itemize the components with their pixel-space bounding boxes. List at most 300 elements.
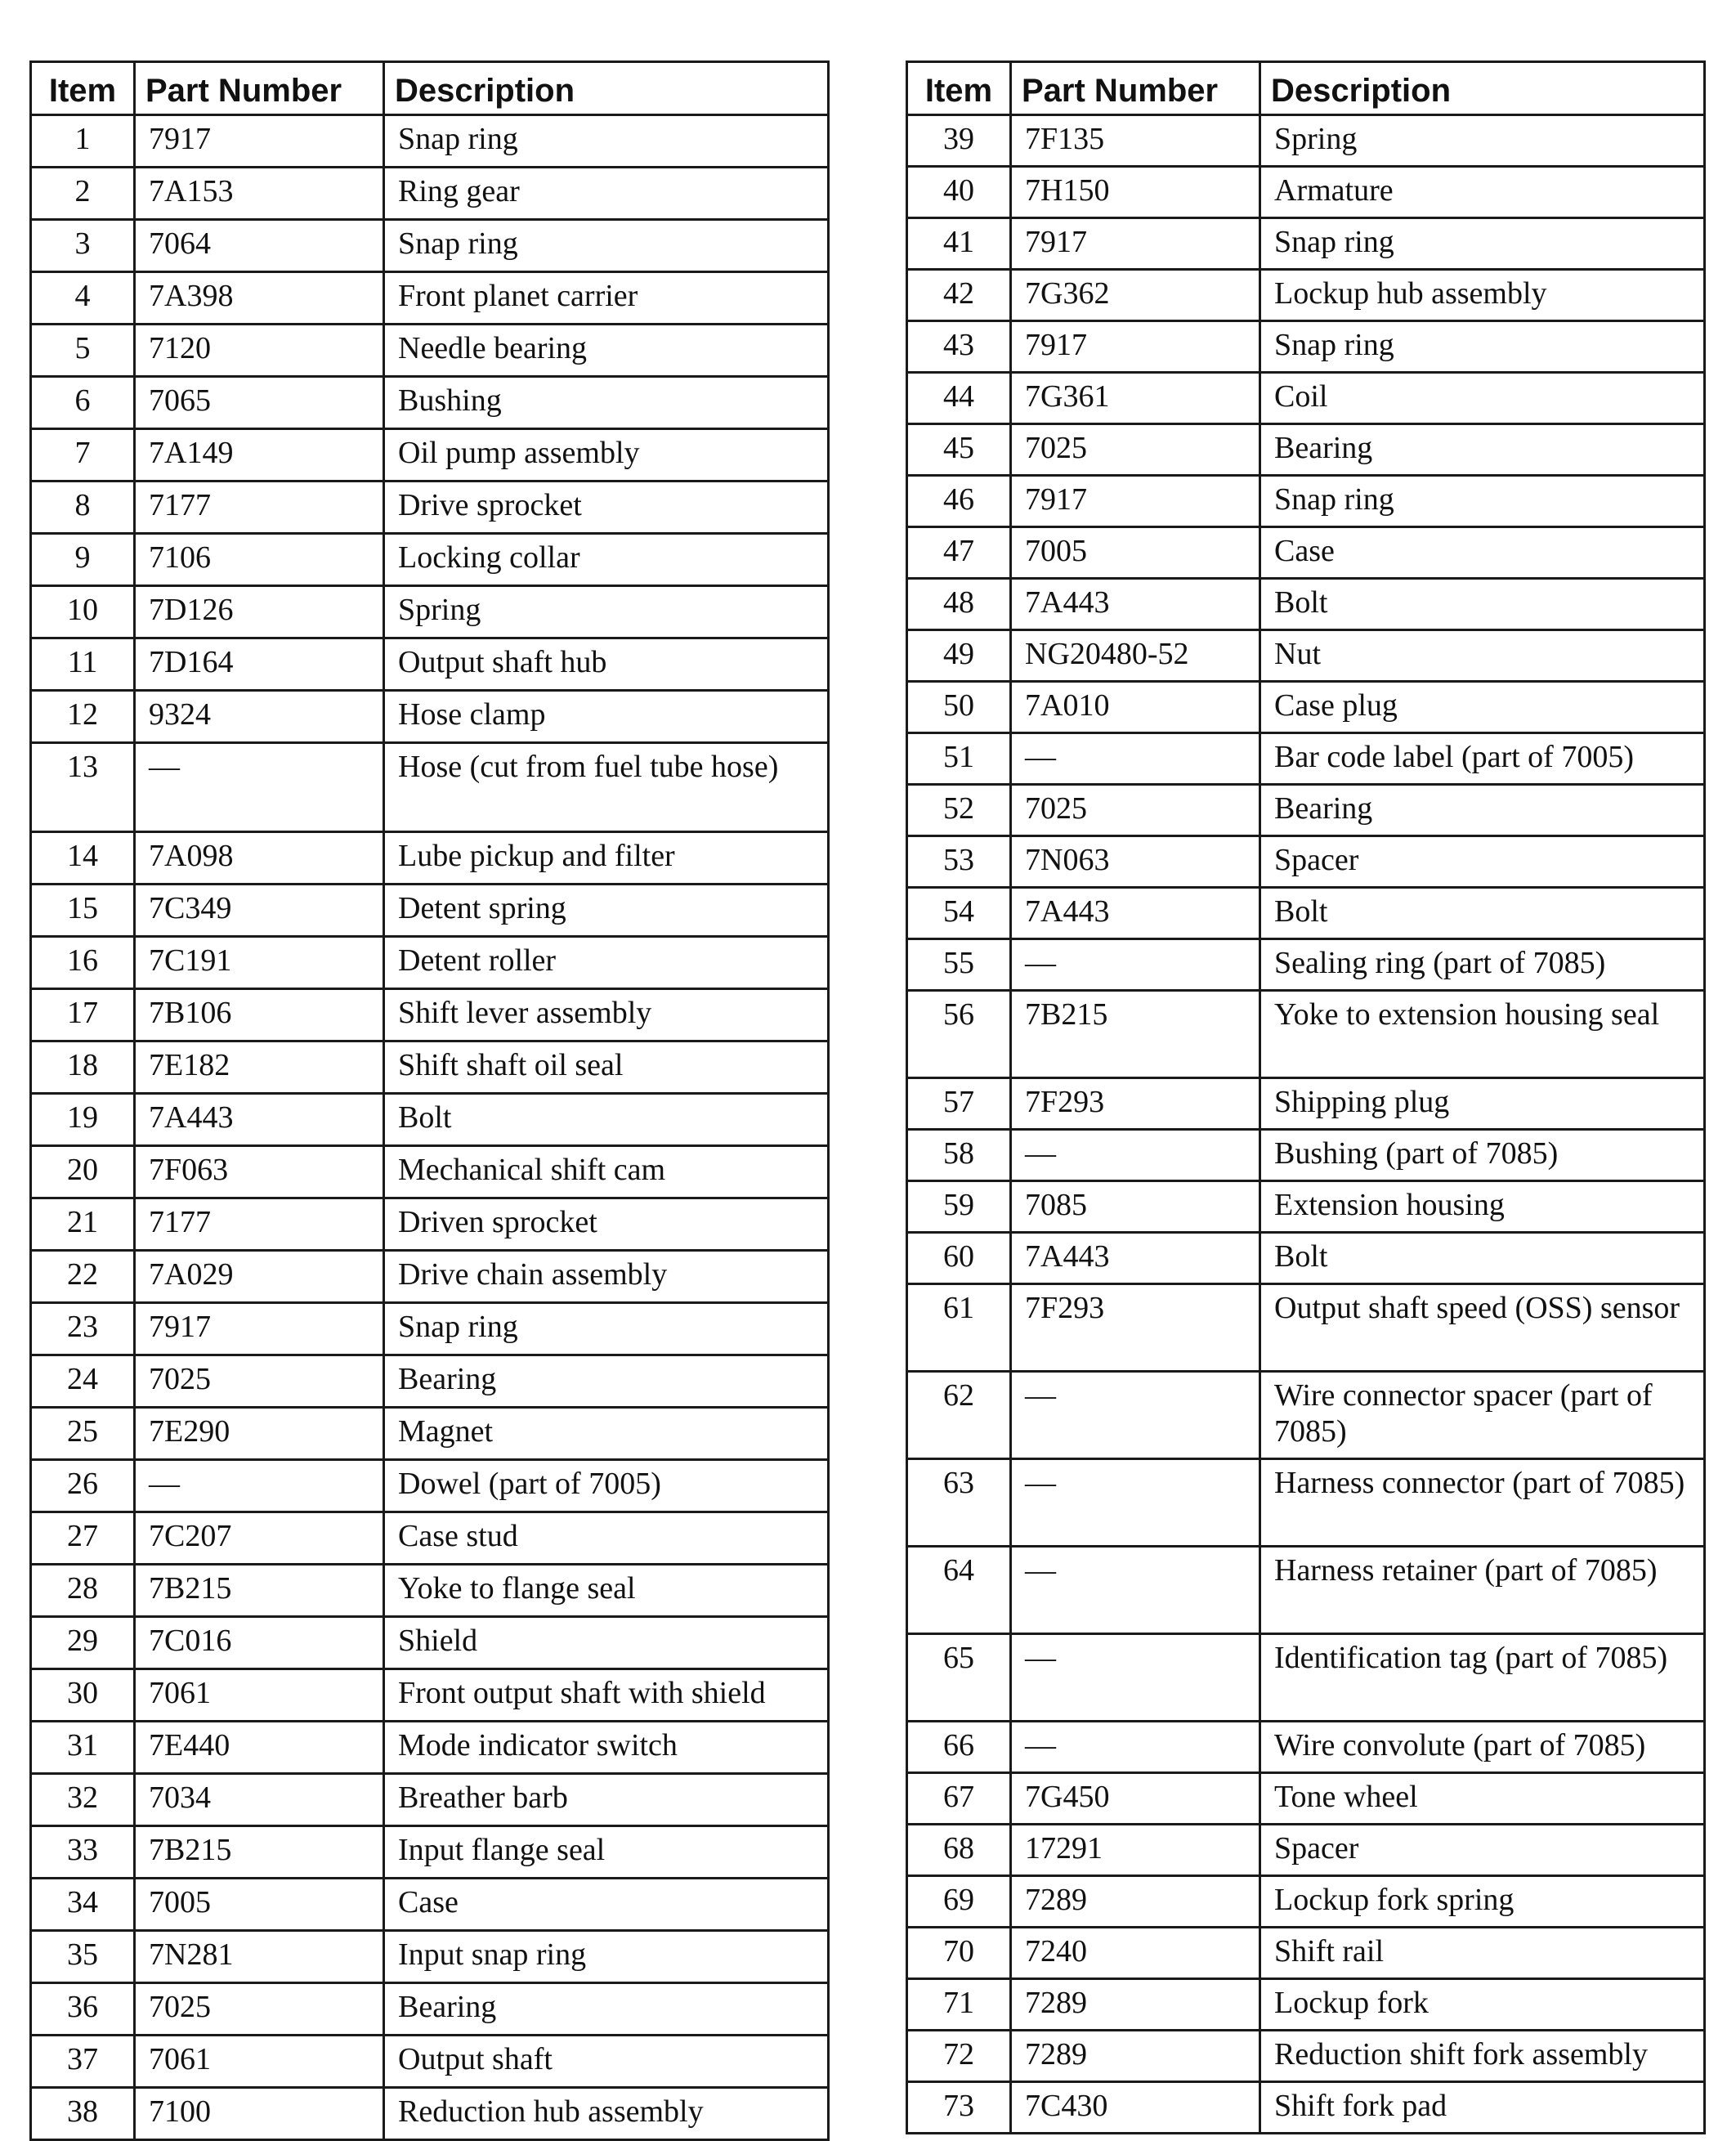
table-row — [31, 534, 829, 586]
part-number-cell: 7A443 — [1011, 1233, 1260, 1284]
part-number-cell: 7D164 — [135, 638, 384, 691]
item-cell: 54 — [907, 888, 1011, 939]
item-cell: 56 — [907, 991, 1011, 1078]
item-cell: 50 — [907, 682, 1011, 733]
description-cell: Lockup hub assembly — [1260, 270, 1705, 321]
description-cell: Input flange seal — [384, 1826, 829, 1879]
item-cell: 22 — [31, 1251, 135, 1303]
table-row — [31, 1826, 829, 1879]
table-row — [907, 1825, 1705, 1876]
item-cell: 70 — [907, 1928, 1011, 1979]
table-row — [31, 1931, 829, 1983]
item-cell: 6 — [31, 377, 135, 429]
description-cell: Needle bearing — [384, 325, 829, 377]
part-number-cell: 7917 — [1011, 218, 1260, 270]
description-cell: Drive sprocket — [384, 482, 829, 534]
col-header-description: Description — [384, 62, 829, 115]
table-header-row — [907, 62, 1705, 115]
item-cell: 29 — [31, 1617, 135, 1669]
table-row — [907, 321, 1705, 373]
item-cell: 14 — [31, 832, 135, 885]
part-number-cell: 7E440 — [135, 1722, 384, 1774]
item-cell: 66 — [907, 1722, 1011, 1773]
description-cell: Bearing — [1260, 785, 1705, 836]
part-number-cell: — — [135, 1460, 384, 1512]
item-cell: 68 — [907, 1825, 1011, 1876]
description-cell: Snap ring — [1260, 476, 1705, 527]
table-row — [31, 1565, 829, 1617]
item-cell: 72 — [907, 2031, 1011, 2082]
part-number-cell: 7F063 — [135, 1146, 384, 1198]
description-cell: Extension housing — [1260, 1181, 1705, 1233]
item-cell: 60 — [907, 1233, 1011, 1284]
item-cell: 17 — [31, 989, 135, 1041]
part-number-cell: 7A029 — [135, 1251, 384, 1303]
col-header-description: Description — [1260, 62, 1705, 115]
table-row — [907, 1547, 1705, 1634]
description-cell: Input snap ring — [384, 1931, 829, 1983]
part-number-cell: 7917 — [1011, 321, 1260, 373]
part-number-cell: 7A149 — [135, 429, 384, 482]
description-cell: Hose clamp — [384, 691, 829, 743]
item-cell: 10 — [31, 586, 135, 638]
description-cell: Front planet carrier — [384, 272, 829, 325]
description-cell: Shift fork pad — [1260, 2082, 1705, 2134]
item-cell: 25 — [31, 1408, 135, 1460]
col-header-part-number: Part Number — [135, 62, 384, 115]
table-row — [31, 1094, 829, 1146]
description-cell: Mode indicator switch — [384, 1722, 829, 1774]
description-cell: Magnet — [384, 1408, 829, 1460]
part-number-cell: 7E290 — [135, 1408, 384, 1460]
part-number-cell: 7B215 — [135, 1565, 384, 1617]
table-row — [31, 1879, 829, 1931]
item-cell: 35 — [31, 1931, 135, 1983]
table-row — [31, 115, 829, 168]
description-cell: Shift shaft oil seal — [384, 1041, 829, 1094]
table-row — [907, 1130, 1705, 1181]
description-cell: Detent roller — [384, 937, 829, 989]
item-cell: 62 — [907, 1372, 1011, 1459]
description-cell: Nut — [1260, 630, 1705, 682]
item-cell: 30 — [31, 1669, 135, 1722]
item-cell: 64 — [907, 1547, 1011, 1634]
item-cell: 67 — [907, 1773, 1011, 1825]
description-cell: Bearing — [1260, 424, 1705, 476]
table-row — [907, 2031, 1705, 2082]
table-row — [31, 1198, 829, 1251]
description-cell: Spring — [384, 586, 829, 638]
part-number-cell: 7B215 — [1011, 991, 1260, 1078]
item-cell: 41 — [907, 218, 1011, 270]
table-row — [907, 579, 1705, 630]
table-row — [31, 2088, 829, 2140]
table-row — [907, 991, 1705, 1078]
item-cell: 16 — [31, 937, 135, 989]
part-number-cell: 7E182 — [135, 1041, 384, 1094]
description-cell: Bearing — [384, 1355, 829, 1408]
table-row — [907, 836, 1705, 888]
description-cell: Bearing — [384, 1983, 829, 2036]
item-cell: 19 — [31, 1094, 135, 1146]
table-row — [31, 1722, 829, 1774]
table-row — [907, 733, 1705, 785]
table-row — [907, 1284, 1705, 1372]
part-number-cell: 7085 — [1011, 1181, 1260, 1233]
table-row — [907, 630, 1705, 682]
table-row — [31, 937, 829, 989]
part-number-cell: 7A443 — [1011, 579, 1260, 630]
part-number-cell: 7289 — [1011, 1979, 1260, 2031]
table-row — [31, 1041, 829, 1094]
table-row — [31, 1512, 829, 1565]
table-row — [907, 1372, 1705, 1459]
table-row — [907, 1876, 1705, 1928]
part-number-cell: 7C207 — [135, 1512, 384, 1565]
table-row — [31, 429, 829, 482]
description-cell: Drive chain assembly — [384, 1251, 829, 1303]
part-number-cell: 7025 — [1011, 785, 1260, 836]
table-row — [31, 885, 829, 937]
description-cell: Wire connector spacer (part of 7085) — [1260, 1372, 1705, 1459]
table-row — [907, 888, 1705, 939]
item-cell: 47 — [907, 527, 1011, 579]
part-number-cell: 7120 — [135, 325, 384, 377]
table-row — [907, 1634, 1705, 1722]
part-number-cell: 7H150 — [1011, 167, 1260, 218]
part-number-cell: — — [1011, 939, 1260, 991]
part-number-cell: 7065 — [135, 377, 384, 429]
table-row — [31, 1983, 829, 2036]
part-number-cell: NG20480-52 — [1011, 630, 1260, 682]
part-number-cell: 7061 — [135, 2036, 384, 2088]
part-number-cell: 7D126 — [135, 586, 384, 638]
table-row — [31, 1669, 829, 1722]
item-cell: 7 — [31, 429, 135, 482]
item-cell: 69 — [907, 1876, 1011, 1928]
part-number-cell: — — [1011, 733, 1260, 785]
table-row — [31, 638, 829, 691]
description-cell: Snap ring — [384, 115, 829, 168]
part-number-cell: 7025 — [135, 1983, 384, 2036]
part-number-cell: 7B215 — [135, 1826, 384, 1879]
part-number-cell: 7034 — [135, 1774, 384, 1826]
description-cell: Lockup fork — [1260, 1979, 1705, 2031]
description-cell: Spring — [1260, 115, 1705, 167]
part-number-cell: 7A098 — [135, 832, 384, 885]
table-row — [31, 743, 829, 832]
table-row — [31, 272, 829, 325]
table-row — [31, 1303, 829, 1355]
item-cell: 13 — [31, 743, 135, 832]
table-row — [907, 115, 1705, 167]
table-row — [907, 218, 1705, 270]
table-row — [31, 1355, 829, 1408]
table-row — [31, 377, 829, 429]
item-cell: 18 — [31, 1041, 135, 1094]
col-header-item: Item — [907, 62, 1011, 115]
part-number-cell: 7F293 — [1011, 1284, 1260, 1372]
description-cell: Armature — [1260, 167, 1705, 218]
item-cell: 42 — [907, 270, 1011, 321]
item-cell: 5 — [31, 325, 135, 377]
item-cell: 27 — [31, 1512, 135, 1565]
part-number-cell: 7A398 — [135, 272, 384, 325]
parts-table-right — [906, 60, 1706, 2134]
col-header-part-number: Part Number — [1011, 62, 1260, 115]
description-cell: Wire convolute (part of 7085) — [1260, 1722, 1705, 1773]
part-number-cell: 7G450 — [1011, 1773, 1260, 1825]
item-cell: 12 — [31, 691, 135, 743]
item-cell: 53 — [907, 836, 1011, 888]
description-cell: Oil pump assembly — [384, 429, 829, 482]
item-cell: 24 — [31, 1355, 135, 1408]
part-number-cell: — — [135, 743, 384, 832]
item-cell: 3 — [31, 220, 135, 272]
col-header-item: Item — [31, 62, 135, 115]
description-cell: Tone wheel — [1260, 1773, 1705, 1825]
description-cell: Detent spring — [384, 885, 829, 937]
item-cell: 34 — [31, 1879, 135, 1931]
table-row — [907, 1722, 1705, 1773]
part-number-cell: — — [1011, 1372, 1260, 1459]
item-cell: 49 — [907, 630, 1011, 682]
item-cell: 39 — [907, 115, 1011, 167]
table-row — [907, 270, 1705, 321]
description-cell: Output shaft — [384, 2036, 829, 2088]
description-cell: Identification tag (part of 7085) — [1260, 1634, 1705, 1722]
part-number-cell: 7N063 — [1011, 836, 1260, 888]
table-row — [907, 167, 1705, 218]
description-cell: Bolt — [1260, 579, 1705, 630]
description-cell: Yoke to extension housing seal — [1260, 991, 1705, 1078]
item-cell: 36 — [31, 1983, 135, 2036]
part-number-cell: 7F135 — [1011, 115, 1260, 167]
item-cell: 48 — [907, 579, 1011, 630]
part-number-cell: 7G361 — [1011, 373, 1260, 424]
item-cell: 8 — [31, 482, 135, 534]
part-number-cell: 17291 — [1011, 1825, 1260, 1876]
description-cell: Case stud — [384, 1512, 829, 1565]
description-cell: Harness retainer (part of 7085) — [1260, 1547, 1705, 1634]
description-cell: Bushing (part of 7085) — [1260, 1130, 1705, 1181]
table-row — [907, 1233, 1705, 1284]
description-cell: Dowel (part of 7005) — [384, 1460, 829, 1512]
description-cell: Sealing ring (part of 7085) — [1260, 939, 1705, 991]
table-row — [31, 832, 829, 885]
part-number-cell: 7025 — [1011, 424, 1260, 476]
item-cell: 33 — [31, 1826, 135, 1879]
table-row — [31, 482, 829, 534]
description-cell: Snap ring — [384, 220, 829, 272]
part-number-cell: 7100 — [135, 2088, 384, 2140]
table-row — [31, 2036, 829, 2088]
item-cell: 65 — [907, 1634, 1011, 1722]
description-cell: Bolt — [1260, 1233, 1705, 1284]
table-row — [31, 1251, 829, 1303]
description-cell: Yoke to flange seal — [384, 1565, 829, 1617]
description-cell: Shift lever assembly — [384, 989, 829, 1041]
description-cell: Lube pickup and filter — [384, 832, 829, 885]
item-cell: 51 — [907, 733, 1011, 785]
part-number-cell: 7289 — [1011, 2031, 1260, 2082]
table-row — [907, 939, 1705, 991]
part-number-cell: — — [1011, 1459, 1260, 1547]
table-row — [31, 168, 829, 220]
description-cell: Front output shaft with shield — [384, 1669, 829, 1722]
table-row — [907, 1181, 1705, 1233]
item-cell: 71 — [907, 1979, 1011, 2031]
item-cell: 59 — [907, 1181, 1011, 1233]
item-cell: 11 — [31, 638, 135, 691]
parts-table-left — [29, 60, 830, 2141]
part-number-cell: 7005 — [135, 1879, 384, 1931]
table-row — [31, 691, 829, 743]
table-row — [907, 424, 1705, 476]
table-row — [31, 325, 829, 377]
description-cell: Shipping plug — [1260, 1078, 1705, 1130]
description-cell: Driven sprocket — [384, 1198, 829, 1251]
part-number-cell: 7917 — [135, 115, 384, 168]
item-cell: 45 — [907, 424, 1011, 476]
description-cell: Harness connector (part of 7085) — [1260, 1459, 1705, 1547]
part-number-cell: 7025 — [135, 1355, 384, 1408]
part-number-cell: 7064 — [135, 220, 384, 272]
table-row — [31, 1460, 829, 1512]
part-number-cell: 7C191 — [135, 937, 384, 989]
part-number-cell: 7A153 — [135, 168, 384, 220]
part-number-cell: 7177 — [135, 482, 384, 534]
table-row — [907, 2082, 1705, 2134]
part-number-cell: 7061 — [135, 1669, 384, 1722]
description-cell: Reduction hub assembly — [384, 2088, 829, 2140]
part-number-cell: 7005 — [1011, 527, 1260, 579]
item-cell: 32 — [31, 1774, 135, 1826]
part-number-cell: 7G362 — [1011, 270, 1260, 321]
table-row — [907, 682, 1705, 733]
table-row — [907, 1979, 1705, 2031]
item-cell: 61 — [907, 1284, 1011, 1372]
table-row — [31, 1408, 829, 1460]
table-row — [907, 785, 1705, 836]
table-row — [907, 1459, 1705, 1547]
item-cell: 43 — [907, 321, 1011, 373]
item-cell: 28 — [31, 1565, 135, 1617]
item-cell: 2 — [31, 168, 135, 220]
part-number-cell: 7917 — [1011, 476, 1260, 527]
table-row — [907, 476, 1705, 527]
description-cell: Bolt — [384, 1094, 829, 1146]
description-cell: Output shaft speed (OSS) sensor — [1260, 1284, 1705, 1372]
part-number-cell: 7289 — [1011, 1876, 1260, 1928]
description-cell: Snap ring — [384, 1303, 829, 1355]
description-cell: Reduction shift fork assembly — [1260, 2031, 1705, 2082]
item-cell: 58 — [907, 1130, 1011, 1181]
table-row — [31, 1774, 829, 1826]
part-number-cell: 7917 — [135, 1303, 384, 1355]
part-number-cell: 7C016 — [135, 1617, 384, 1669]
item-cell: 20 — [31, 1146, 135, 1198]
table-row — [907, 1078, 1705, 1130]
description-cell: Lockup fork spring — [1260, 1876, 1705, 1928]
table-row — [907, 527, 1705, 579]
part-number-cell: 7240 — [1011, 1928, 1260, 1979]
part-number-cell: 7A443 — [135, 1094, 384, 1146]
part-number-cell: — — [1011, 1130, 1260, 1181]
table-row — [907, 373, 1705, 424]
part-number-cell: 7F293 — [1011, 1078, 1260, 1130]
part-number-cell: 7B106 — [135, 989, 384, 1041]
item-cell: 73 — [907, 2082, 1011, 2134]
table-row — [907, 1773, 1705, 1825]
part-number-cell: 7A010 — [1011, 682, 1260, 733]
description-cell: Bolt — [1260, 888, 1705, 939]
part-number-cell: 9324 — [135, 691, 384, 743]
description-cell: Snap ring — [1260, 218, 1705, 270]
part-number-cell: 7A443 — [1011, 888, 1260, 939]
item-cell: 23 — [31, 1303, 135, 1355]
description-cell: Shift rail — [1260, 1928, 1705, 1979]
item-cell: 9 — [31, 534, 135, 586]
description-cell: Snap ring — [1260, 321, 1705, 373]
item-cell: 31 — [31, 1722, 135, 1774]
item-cell: 52 — [907, 785, 1011, 836]
part-number-cell: 7N281 — [135, 1931, 384, 1983]
item-cell: 57 — [907, 1078, 1011, 1130]
description-cell: Output shaft hub — [384, 638, 829, 691]
item-cell: 1 — [31, 115, 135, 168]
item-cell: 44 — [907, 373, 1011, 424]
item-cell: 21 — [31, 1198, 135, 1251]
part-number-cell: — — [1011, 1547, 1260, 1634]
part-number-cell: 7106 — [135, 534, 384, 586]
table-row — [31, 220, 829, 272]
item-cell: 55 — [907, 939, 1011, 991]
item-cell: 63 — [907, 1459, 1011, 1547]
table-header-row — [31, 62, 829, 115]
description-cell: Case — [384, 1879, 829, 1931]
item-cell: 46 — [907, 476, 1011, 527]
table-row — [31, 989, 829, 1041]
description-cell: Bushing — [384, 377, 829, 429]
item-cell: 4 — [31, 272, 135, 325]
description-cell: Mechanical shift cam — [384, 1146, 829, 1198]
description-cell: Shield — [384, 1617, 829, 1669]
description-cell: Hose (cut from fuel tube hose) — [384, 743, 829, 832]
description-cell: Case plug — [1260, 682, 1705, 733]
table-row — [31, 1617, 829, 1669]
description-cell: Ring gear — [384, 168, 829, 220]
description-cell: Spacer — [1260, 1825, 1705, 1876]
item-cell: 26 — [31, 1460, 135, 1512]
part-number-cell: — — [1011, 1722, 1260, 1773]
item-cell: 38 — [31, 2088, 135, 2140]
part-number-cell: — — [1011, 1634, 1260, 1722]
item-cell: 40 — [907, 167, 1011, 218]
table-row — [31, 1146, 829, 1198]
description-cell: Breather barb — [384, 1774, 829, 1826]
item-cell: 15 — [31, 885, 135, 937]
table-row — [907, 1928, 1705, 1979]
item-cell: 37 — [31, 2036, 135, 2088]
description-cell: Case — [1260, 527, 1705, 579]
table-row — [31, 586, 829, 638]
description-cell: Spacer — [1260, 836, 1705, 888]
part-number-cell: 7C349 — [135, 885, 384, 937]
description-cell: Bar code label (part of 7005) — [1260, 733, 1705, 785]
part-number-cell: 7177 — [135, 1198, 384, 1251]
part-number-cell: 7C430 — [1011, 2082, 1260, 2134]
